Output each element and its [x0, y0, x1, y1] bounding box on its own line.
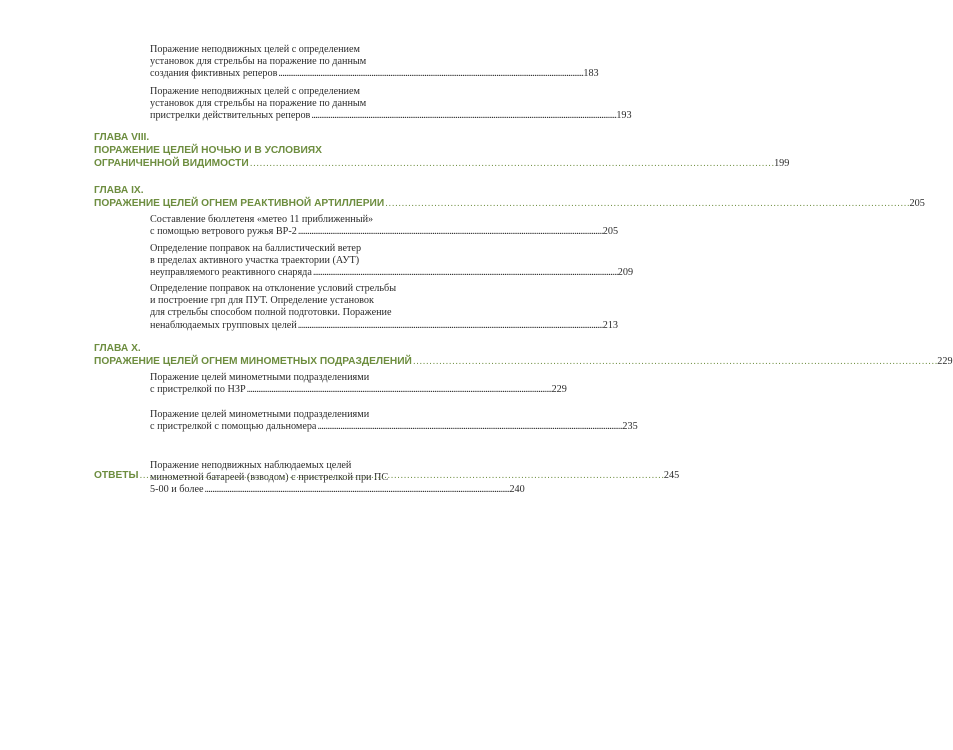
- toc-entry-title: с пристрелкой по НЗР: [150, 384, 246, 396]
- toc-leader-row: [150, 421, 638, 433]
- toc-entry-title: 5-00 и более: [150, 484, 204, 496]
- toc-leader-row: [150, 110, 632, 122]
- toc-line: Поражение целей минометными подразделениями: [150, 372, 370, 383]
- dot-leader: [311, 110, 615, 121]
- toc-section: [150, 243, 634, 280]
- toc-leader-row: [150, 484, 525, 496]
- toc-chapter: [94, 469, 680, 482]
- dot-leader: [278, 68, 582, 79]
- page-number: 205: [602, 226, 619, 238]
- dot-leader: [313, 267, 617, 278]
- toc-line: ГЛАВА X.: [94, 343, 141, 354]
- toc-leader-row: [94, 355, 953, 368]
- toc-line: установок для стрельбы на поражение по данным: [150, 56, 367, 68]
- toc-section: [150, 214, 619, 238]
- toc-entry-title: ПОРАЖЕНИЕ ЦЕЛЕЙ ОГНЕМ МИНОМЕТНЫХ ПОДРАЗДЕЛЕНИЙ: [94, 356, 412, 367]
- toc-line: и построение грп для ПУТ. Определение установок: [150, 295, 374, 307]
- page-number: 229: [937, 356, 953, 367]
- toc-chapter: [94, 131, 790, 170]
- toc-line: установок для стрельбы на поражение по данным: [150, 98, 367, 110]
- toc-leader-row: [150, 267, 634, 279]
- toc-leader-row: [150, 319, 619, 332]
- toc-line: в пределах активного участка траектории (АУТ): [150, 255, 360, 267]
- toc-entry-title: с пристрелкой с помощью дальномера: [150, 421, 317, 433]
- toc-entry-title: ОТВЕТЫ: [94, 470, 139, 481]
- toc-line: ГЛАВА IX.: [94, 185, 144, 196]
- dot-leader: [247, 384, 551, 395]
- toc-leader-row: [94, 197, 925, 210]
- toc-line: Составление бюллетеня «метео 11 приближенный»: [150, 214, 374, 225]
- dot-leader: [205, 484, 509, 495]
- toc-section: [150, 372, 567, 396]
- page-number: 229: [551, 384, 567, 396]
- toc-chapter: [94, 184, 925, 210]
- toc-line: Поражение неподвижных наблюдаемых целей: [150, 460, 352, 471]
- toc-line: Поражение неподвижных целей с определением: [150, 86, 360, 97]
- page-number: 193: [616, 110, 632, 122]
- toc-section: [150, 44, 599, 81]
- toc-line: Определение поправок на отклонение условий стрельбы: [150, 283, 397, 294]
- toc-entry-title: ненаблюдаемых групповых целей: [150, 319, 297, 331]
- toc-line: для стрельбы способом полной подготовки. Поражение: [150, 307, 392, 319]
- toc-entry-title: создания фиктивных реперов: [150, 68, 278, 80]
- dot-leader: [250, 158, 773, 169]
- toc-entry-title: пристрелки действительных реперов: [150, 110, 311, 122]
- dot-leader: [298, 226, 602, 237]
- toc-entry-title: ПОРАЖЕНИЕ ЦЕЛЕЙ ОГНЕМ РЕАКТИВНОЙ АРТИЛЛЕРИИ: [94, 198, 385, 209]
- dot-leader: [317, 421, 621, 432]
- toc-entry-title: неуправляемого реактивного снаряда: [150, 267, 312, 279]
- toc-line: Поражение целей минометными подразделениями: [150, 409, 370, 420]
- page-number: 235: [622, 421, 638, 433]
- toc-entry-title: ОГРАНИЧЕННОЙ ВИДИМОСТИ: [94, 158, 249, 169]
- toc-line: Определение поправок на баллистический ветер: [150, 243, 362, 254]
- toc-entry-title: с помощью ветрового ружья ВР-2: [150, 226, 297, 238]
- page-number: 213: [602, 319, 619, 331]
- toc-section: [150, 86, 632, 123]
- page-number: 209: [617, 267, 634, 279]
- toc-leader-row: [150, 226, 619, 238]
- page-number: 199: [774, 158, 790, 169]
- toc-chapter: [94, 342, 953, 368]
- toc-leader-row: [150, 68, 599, 80]
- toc-line: ГЛАВА VIII.: [94, 132, 150, 143]
- toc-line: минометной батареей (взводом) с пристрелкой при ПС: [150, 472, 389, 484]
- page-number: 245: [663, 470, 680, 481]
- toc-leader-row: [94, 469, 680, 482]
- page-number: 205: [909, 198, 925, 209]
- toc-leader-row: [150, 384, 567, 396]
- page-number: 183: [583, 68, 599, 80]
- toc-line: ПОРАЖЕНИЕ ЦЕЛЕЙ НОЧЬЮ И В УСЛОВИЯХ: [94, 145, 322, 156]
- toc-line: Поражение неподвижных целей с определением: [150, 44, 360, 55]
- dot-leader: [140, 470, 663, 481]
- page-number: 240: [509, 484, 525, 496]
- dot-leader: [298, 320, 602, 331]
- dot-leader: [385, 198, 908, 209]
- toc-leader-row: [94, 157, 790, 170]
- toc-section: [150, 283, 619, 332]
- toc-section: [150, 409, 638, 433]
- dot-leader: [413, 356, 936, 367]
